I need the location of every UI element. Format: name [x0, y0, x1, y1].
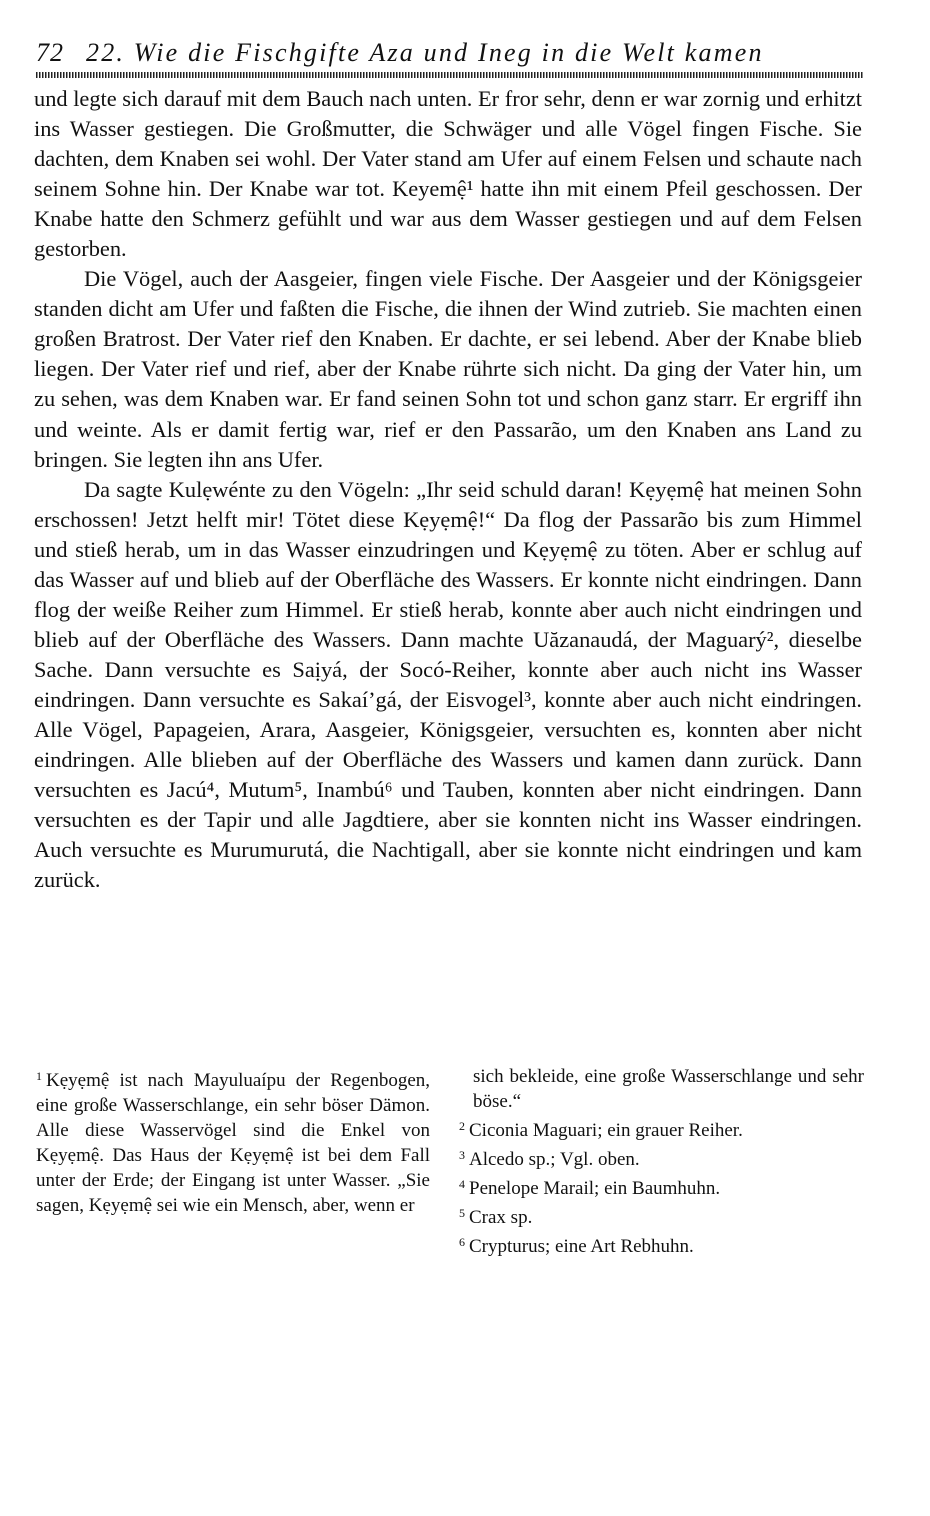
paragraph-1: und legte sich darauf mit dem Bauch nach unten. Er fror sehr, denn er war zornig und erhitzt ins Wasser gestiegen. Die Großmutter, die Schwäger und alle Vögel fingen Fische. Sie dachten, dem Knaben sei wohl. Der Vater stand am Ufer auf einem Felsen und schaute nach seinem Sohne hin. Der Knabe war tot. Keyemệ¹ hatte ihn mit einem Pfeil geschossen. Der Knabe hatte den Schmerz gefühlt und war aus dem Wasser gestiegen und auf dem Felsen gestorben. — [34, 86, 862, 262]
running-head — [36, 38, 864, 68]
chapter-title: 22. Wie die Fischgifte Aza und Ineg in die Welt kamen — [86, 38, 764, 67]
header-rule — [36, 72, 864, 78]
footnote-1 — [36, 1064, 430, 1218]
footnote-mark: 5 — [459, 1206, 465, 1220]
paragraph-3: Da sagte Kulẹwénte zu den Vögeln: „Ihr seid schuld daran! Kẹyẹmệ hat meinen Sohn erschossen! Jetzt helft mir! Tötet diese Kẹyẹmệ!“ Da flog der Passarão bis zum Himmel und stieß herab, um in das Wasser einzudringen und Kẹyẹmệ zu töten. Aber er schlug auf das Wasser auf und blieb auf der Oberfläche des Wassers. Er konnte nicht eindringen. Dann flog der weiße Reiher zum Himmel. Er stieß herab, konnte aber auch nicht eindringen und blieb auf der Oberfläche des Wassers. Dann machte Uăzanaudá, der Maguarý², dieselbe Sache. Dann versuchte es Saịyá, der Socó-Reiher, konnte aber auch nicht ins Wasser eindringen. Dann versuchte es Sakaí’gá, der Eisvogel³, konnte aber auch nicht eindringen. Alle Vögel, Papageien, Arara, Aasgeier, Königsgeier, versuchten es, konnten aber nicht eindringen. Alle blieben auf der Oberfläche des Wassers und kamen dann zurück. Dann versuchten es Jacú⁴, Mutum⁵, Inambú⁶ und Tauben, konnten aber nicht eindringen. Dann versuchten es der Tapir und alle Jagdtiere, aber sie konnten nicht ins Wasser eindringen. Auch versuchte es Murumurutá, die Nachtigall, aber sie konnte nicht eindringen und kam zurück. — [34, 476, 862, 893]
footnote-6 — [459, 1230, 864, 1259]
footnote-2 — [459, 1114, 864, 1143]
footnote-mark: 1 — [36, 1069, 42, 1083]
footnote-column-left — [36, 1064, 430, 1218]
footnote-3 — [459, 1143, 864, 1172]
footnote-text: Crypturus; eine Art Rebhuhn. — [469, 1236, 694, 1257]
paragraph-2: Die Vögel, auch der Aasgeier, fingen viele Fische. Der Aasgeier und der Königsgeier standen dicht am Ufer und faßten die Fische, die ihnen der Wind zutrieb. Sie machten einen großen Bratrost. Der Vater rief den Knaben. Er dachte, er sei lebend. Aber der Knabe blieb liegen. Der Vater rief und rief, aber der Knabe rührte sich nicht. Da ging der Vater hin, um zu sehen, was dem Knaben war. Er fand seinen Sohn tot und schon ganz starr. Er ergriff ihn und weinte. Als er damit fertig war, rief er den Passarão, um den Knaben ans Land zu bringen. Sie legten ihn ans Ufer. — [34, 266, 862, 472]
footnote-text: Alcedo sp.; Vgl. oben. — [469, 1149, 640, 1170]
footnote-5 — [459, 1201, 864, 1230]
footnote-1-continued: sich bekleide, eine große Wasserschlange und sehr böse.“ — [473, 1066, 864, 1112]
footnote-text: Crax sp. — [469, 1207, 533, 1228]
footnote-mark: 3 — [459, 1148, 465, 1162]
footnote-mark: 6 — [459, 1235, 465, 1249]
footnote-column-right — [459, 1064, 864, 1259]
footnote-mark: 4 — [459, 1177, 465, 1191]
footnote-mark: 2 — [459, 1119, 465, 1133]
footnote-text: Ciconia Maguari; ein grauer Reiher. — [469, 1120, 743, 1141]
footnote-4 — [459, 1172, 864, 1201]
main-text — [34, 84, 862, 895]
page-number: 72 — [36, 38, 64, 67]
footnote-text: Penelope Marail; ein Baumhuhn. — [469, 1178, 721, 1199]
footnote-text: Kẹyẹmệ ist nach Mayuluaípu der Regenbogen, eine große Wasserschlange, ein sehr böser Dämon. Alle diese Wasservögel sind die Enkel von Kẹyẹmệ. Das Haus der Kẹyẹmệ ist bei dem Fall unter der Erde; der Eingang ist unter Wasser. „Sie sagen, Kẹyẹmệ sei wie ein Mensch, aber, wenn er — [36, 1070, 430, 1216]
